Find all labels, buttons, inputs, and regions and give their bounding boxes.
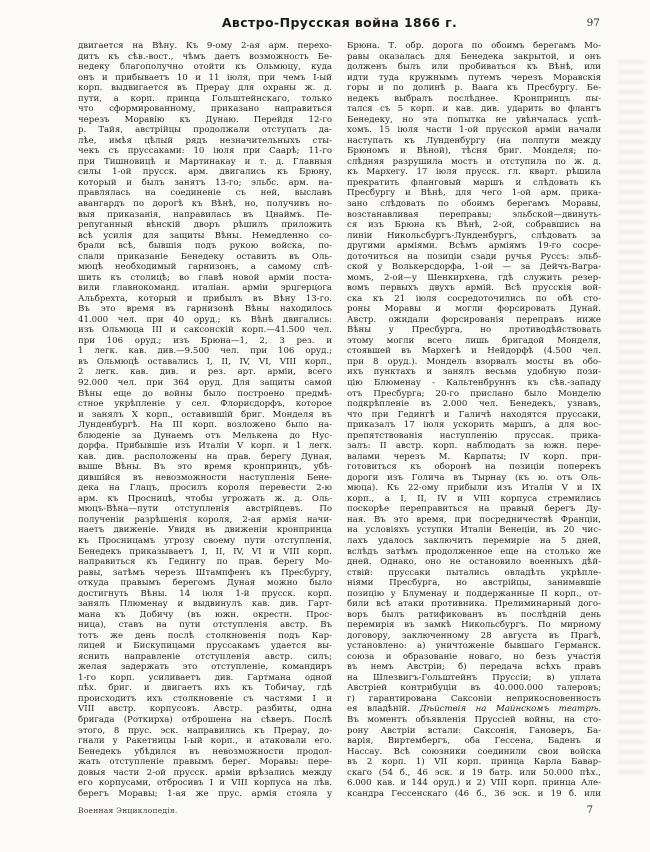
text-line: ксандра Гессенскаго (46 б., 36 эск. и 19 б. или [347,788,601,799]
text-line: идти туда кружнымъ путемъ черезъ Моравскія [347,72,601,83]
text-line: бригада (Роткирха) отброшена на сѣверъ. Послѣ [78,715,332,725]
text-line: полученіи разрѣшенія короля, 2-ая армія начи- [78,514,332,525]
text-line: Вѣны у Пресбурга, но противодѣйствовать [347,325,601,336]
text-line: перемирія въ замкѣ Никольсбургъ. По мирному [347,620,601,631]
text-line: зано слѣдовать по обоимъ берегамъ Моравы, [347,198,601,209]
text-line: Австріей контрибуціи въ 40.000.000 талеровъ; [347,683,601,694]
footer-publisher: Военная Энциклопедія. [78,806,178,815]
text-line: отъ Пресбурга; 20-го прислано было Монделю [347,388,601,399]
text-line: хомъ. 15 іюля части 1-ой прусской арміи начали [347,125,601,136]
text-line: изъ Ольмюца III и саксонскій корп.—41.500 чел. [78,325,332,336]
text-line: ствій: пруссаки пытались овладѣть укрѣпле- [347,567,601,578]
text-line: валами черезъ М. Карпаты; IV корп. при- [347,451,601,462]
text-line: равы, затѣмъ черезъ Штампфенъ къ Пресбургу, [78,567,332,578]
text-line: рону Австріи встали: Саксонія, Гановеръ, Ба- [347,725,601,736]
text-line: мана къ Добичу (въ южн. окрестн. Прос- [78,609,332,620]
text-line: наступать къ Лунденбургу (на полпути между [347,135,601,146]
text-line: Лунденбургѣ. На III корп. возложено было на- [78,420,332,431]
page-title: Австро-Прусская война 1866 г. [221,15,458,30]
text-line: 1-го корп. усиливаетъ див. Гартмана одной [78,672,332,683]
text-line: момъ, 2-ой—у Шенкирхена, гдѣ служить резер- [347,272,601,283]
text-line: недеку благополучно отойти къ Ольмюцу, куда [78,62,332,73]
text-line: въ немъ Австріи; б) передача всѣхъ правъ [347,662,601,673]
text-line: правлялась на соединеніе съ ней, выславъ [78,188,332,199]
text-line: Бенедеку, но эта попытка не увѣнчалась успѣ- [347,114,601,125]
text-line: ска къ 21 іюля сосредоточились по обѣ сто- [347,293,601,304]
text-line: Въ это время въ гарнизонѣ Вѣны находилось [78,304,332,315]
text-line: 1 легк. кав. див.—9.500 чел. при 106 оруд.; [78,346,332,357]
text-column-right [347,41,601,799]
text-line: къ Просницамъ угрозу своему пути отступленія, [78,535,332,546]
text-line: линіи Никольсбургъ-Лунденбургъ, слѣдовать за [347,230,601,241]
text-line: въ 2 корп. 1) VII корп. принца Карла Бавар- [347,757,601,768]
text-line: черезъ Моравію къ Дунаю. Перейдя 12-го [78,114,332,125]
text-line: вили главнокоманд. италіан. арміи эрцгерцога [78,283,332,294]
text-line: другими арміями. Всѣмъ арміямъ 19-го сосре- [347,241,601,252]
text-line: Альбрехта, который и прибылъ въ Вѣну 13-го. [78,293,332,304]
text-line: Австр. ожидали форсированія переправъ ниже [347,314,601,325]
text-line: наетъ движеніе. Увидя въ движеніи кронпринца [78,525,332,536]
text-line: ница), ставъ на пути отступленія австр. Въ [78,620,332,631]
text-line: недекъ выбралъ послѣднее. Кронпринцъ пы- [347,93,601,104]
text-line: доточиться на позиціи сзади ручья Руссъ: эльб- [347,251,601,262]
text-line: Нассау. Всѣ союзники соединили свои войска [347,746,601,757]
text-line: стное укрѣпленіе у сел. Флорисдорфъ, которое [78,399,332,410]
text-line: вомъ первыхъ двухъ армій. Всѣ прусскія вой- [347,283,601,294]
text-line: что при Гедингѣ и Галичѣ находятся пруссаки, [347,409,601,420]
text-line: мюцѣ необходимый гарнизонъ, а самому спѣ- [78,262,332,273]
text-line: р. Тайя, австрійцы продолжали отступать да- [78,125,332,136]
text-line: въ Ольмюцѣ оставались I, II, IV, VI, VIII корп., [78,356,332,367]
text-line: позицію у Блуменау и поддержанные II корп., от- [347,588,601,599]
text-line: г) гарантирована Саксоніи неприкосновенность [347,693,601,704]
text-line: равы оказалась для Бенедека закрытой, и онъ [347,51,601,62]
text-line: гнали у Ракетницы I-ый корп., и атаковали его. [78,736,332,747]
text-line: лахъ удалось заключить перемиріе на 5 дней, [347,535,601,546]
text-line: ная. Въ это время, при посредничествѣ Франціи, [347,514,601,525]
footer-signature-number: 7 [586,805,593,816]
text-line: брали всѣ, бывшія подъ рукою войска, по- [78,241,332,252]
text-line: откуда правымъ берегомъ Дуная можно было [78,578,332,589]
text-line: подкрѣпленіе въ 2.000 чел. Бенедекъ, узнавъ, [347,399,601,410]
text-line: занялъ Плюменау и выдвинулъ кав. див. Гарт- [78,599,332,610]
text-line: VIII австр. корпусовъ. Австр. разбиты, одна [78,704,332,715]
text-line: 92.000 чел. при 364 оруд. Для защиты самой [78,378,332,388]
text-line: препятствованія наступленію пруссак. прика- [347,430,601,441]
text-line: союза и образованіе новаго, но безъ участія [347,651,601,662]
text-line: на Шлезвигъ-Гольштейнъ Пруссіи; в) уплата [347,672,601,683]
text-line: на условіяхъ уступки Италіи Венеціи, въ 20 чис- [347,525,601,536]
text-line: кав. див. расположены на прав. берегу Дуная, [78,451,332,462]
text-line: авангардъ по дорогѣ къ Вѣнѣ, но, получивъ но- [78,198,332,209]
text-line: выше Вѣны. Въ это время кронпринцъ, убѣ- [78,462,332,473]
text-line: чекъ съ пруссаками: 10 іюля при Саарѣ; 11-го [78,146,332,157]
text-line: его корпусами, отбросивъ I и VIII корпуса на лѣв. [78,778,332,789]
text-line: всѣ усилія для защиты Вѣны. Немедленно со- [78,230,332,241]
text-line: скаго (54 б., 46 эск. и 19 батр. или 50.000 пѣх., [347,767,601,778]
text-line: пѣх. бриг. и двигаетъ ихъ къ Тобичау, гдѣ [78,683,332,694]
text-line: дека на Глацъ, просилъ короля перевести 2-ю [78,483,332,494]
text-line: этому могли всего лишь бригадой Монделя, [347,335,601,346]
text-line: договору, заключенному 28 августа въ Прагѣ, [347,630,601,641]
page-number: 97 [586,17,600,29]
text-line: 2 легк. кав. див. и рез. арт. арміи, всего [78,367,332,378]
text-line: приказалъ 17 іюля ускорить маршъ, а для вос- [347,420,601,431]
text-line: лицей и Бискупицами пруссакамъ удается вы- [78,641,332,652]
text-line: происходитъ ихъ столкновеніе съ частями I и [78,693,332,704]
text-line: Брюномъ и Вѣной), тѣсня бриг. Монделя; по- [347,146,601,157]
text-line: выя приказанія, направилась въ Цнаймъ. Пе- [78,209,332,220]
text-line: Бенедекъ убѣдился въ невозможности продол- [78,746,332,757]
text-line: прекратить фланговый маршъ и слѣдовать къ [347,177,601,188]
text-line: тотъ же день послѣ столкновенія подъ Кар- [78,630,332,641]
text-line: корп. выдвигается въ Прерау для охраны ж. д. [78,83,332,94]
text-line: который и былъ занятъ 13-го; эльбс. арм. на- [78,177,332,188]
text-line: жать отступленіе правымъ берег. Моравы: пере- [78,757,332,768]
text-line: при 106 оруд.; изъ Брюна—1, 2, 3 рез. и [78,335,332,346]
text-line: ской у Волькерсдорфа, 1-ой — за Дейчъ-Вагра- [347,262,601,273]
text-line: цію Блюменау - Кальтенбруннъ къ сѣв.-западу [347,378,601,388]
page-footer [78,805,601,816]
text-line: ніями Пресбурга, но австрійцы, занимавшіе [347,578,601,589]
text-line: варія, Виртембергъ, оба Гессена, Баденъ и [347,736,601,747]
text-line: къ Мархегу. 17 іюля прусск. гл. кварт. рѣшила [347,167,601,178]
text-line: довыя части 2-ой прусск. арміи врѣзались между [78,767,332,778]
text-line: готовиться къ оборонѣ на позиціи поперекъ [347,462,601,473]
text-line: что сформированному, приказано направиться [78,104,332,115]
text-line: вслѣдъ затѣмъ продолженное еще на столько же [347,546,601,557]
text-line: слали приказаніе Бенедеку оставить въ Оль- [78,251,332,262]
text-line: достигнуть Вѣны. 14 іюля 1-й прусск. корп. [78,588,332,599]
text-line: яснить направленіе отступленія австр. силъ; [78,651,332,662]
text-line: мюцъ-Вѣна—пути отступленія австрійцевъ. По [78,504,332,515]
text-line: желая задержать это отступленіе, командиръ [78,662,332,673]
text-line: роны Моравы и могли форсировать Дунай. [347,304,601,315]
text-line: пути, а корп. принца Гольштейнскаго, только [78,93,332,104]
text-line: корп., а I, II, IV и VIII корпуса стремились [347,493,601,504]
text-line: Пресбургу и Вѣнѣ, для чего 1-ой арм. прика- [347,188,601,199]
text-line: Брюна. Т. обр. дорога по обоимъ берегамъ Мо- [347,41,601,51]
text-line: направиться къ Гедингу по прав. берегу Мо- [78,557,332,568]
text-line: Вѣны еще до войны было построено предмѣ- [78,388,332,399]
text-line: установлено: а) уничтоженіе бывшаго Германск. [347,641,601,652]
text-line: этого, 8 прус. эск. направились къ Прерау, до- [78,725,332,736]
text-line: мюца). Къ 22-ому прибыли изъ Италіи V и IX [347,483,601,494]
text-line: стоявшей въ Мархегѣ и Нейдорфѣ (4.500 чел. [347,346,601,357]
text-line: репуганный вѣнскій дворъ рѣшилъ приложить [78,220,332,231]
text-line: долженъ былъ или пробиваться къ Вѣнѣ, или [347,62,601,73]
text-line: силы 1-ой прусск. арм. двигались къ Брюну, [78,167,332,178]
text-line: и занялъ X корп., оставившій бриг. Монделя въ [78,409,332,420]
text-line: поскорѣе переправиться на правый берегъ Ду- [347,504,601,515]
text-body [78,41,601,799]
text-line: ихъ пунктахъ и занялъ весьма удобную пози- [347,367,601,378]
text-line: дитъ къ сѣв.-вост., чѣмъ даетъ возможность Бе- [78,51,332,62]
text-line: ея владѣній. Дѣйствія на Майнскомъ театрѣ. [347,704,601,715]
text-line: Въ моментъ объявленія Пруссіей войны, на сто- [347,715,601,725]
text-line: 41.000 чел. при 40 оруд.; къ Вѣнѣ двигались: [78,314,332,325]
text-line: били всѣ атаки противника. Прелиминарный дого- [347,599,601,610]
text-line: при 8 оруд.). Мондель взорвалъ мосты въ обо- [347,356,601,367]
text-line: при Тишновицѣ и Мартинакау и т. д. Главныя [78,156,332,167]
text-line: блюденіе за Дунаемъ отъ Мелькена до Нус- [78,430,332,441]
text-line: двигается на Вѣну. Къ 9-ому 2-ая арм. перехо- [78,41,332,51]
text-line: дорфа. Прибывшіе изъ Италіи V корп. и 1 легк. [78,441,332,452]
text-line: воръ былъ ратификованъ въ послѣдній день [347,609,601,620]
text-line: арм. къ Просницѣ, чтобы угрожать ж. д. Оль- [78,493,332,504]
text-line: онъ и прибываетъ 10 и 11 іюля, при чемъ I-ый [78,72,332,83]
text-line: 6.000 кав. и 144 оруд.) и 2) VIII корп. принца Але- [347,778,601,789]
text-line: дившійся въ невозможности наступленія Бене- [78,472,332,483]
text-line: берегъ Моравы; 1-ая же прус. армія стояла у [78,788,332,799]
text-line: слѣдняя разрушила мостъ и отступила по ж. д. [347,156,601,167]
text-line: ся изъ Брюна къ Вѣнѣ, 2-ой, собравшись на [347,220,601,231]
scan-bleed-artifact [618,60,644,780]
text-line: шить къ столицѣ; во главѣ новой арміи поста- [78,272,332,283]
text-line: горы и по долинѣ р. Ваага къ Пресбургу. Бе- [347,83,601,94]
text-line: лѣе, имѣя цѣлый рядъ незначительныхъ сты- [78,135,332,146]
text-line: залъ: II австр. корп. наблюдать за южн. пере- [347,441,601,452]
text-line: тался съ 5 корп. и кав. див. ударить во флангъ [347,104,601,115]
text-line: дороги изъ Голича въ Тырнау (къ ю. отъ Оль- [347,472,601,483]
text-line: дней. Однако, оно не остановило военныхъ дѣй- [347,557,601,568]
text-line: Бенедекъ приказываетъ I, II, IV, VI и VIII корп. [78,546,332,557]
text-column-left [78,41,332,799]
text-line: возстанавливая переправы; эльбской—двинуть- [347,209,601,220]
